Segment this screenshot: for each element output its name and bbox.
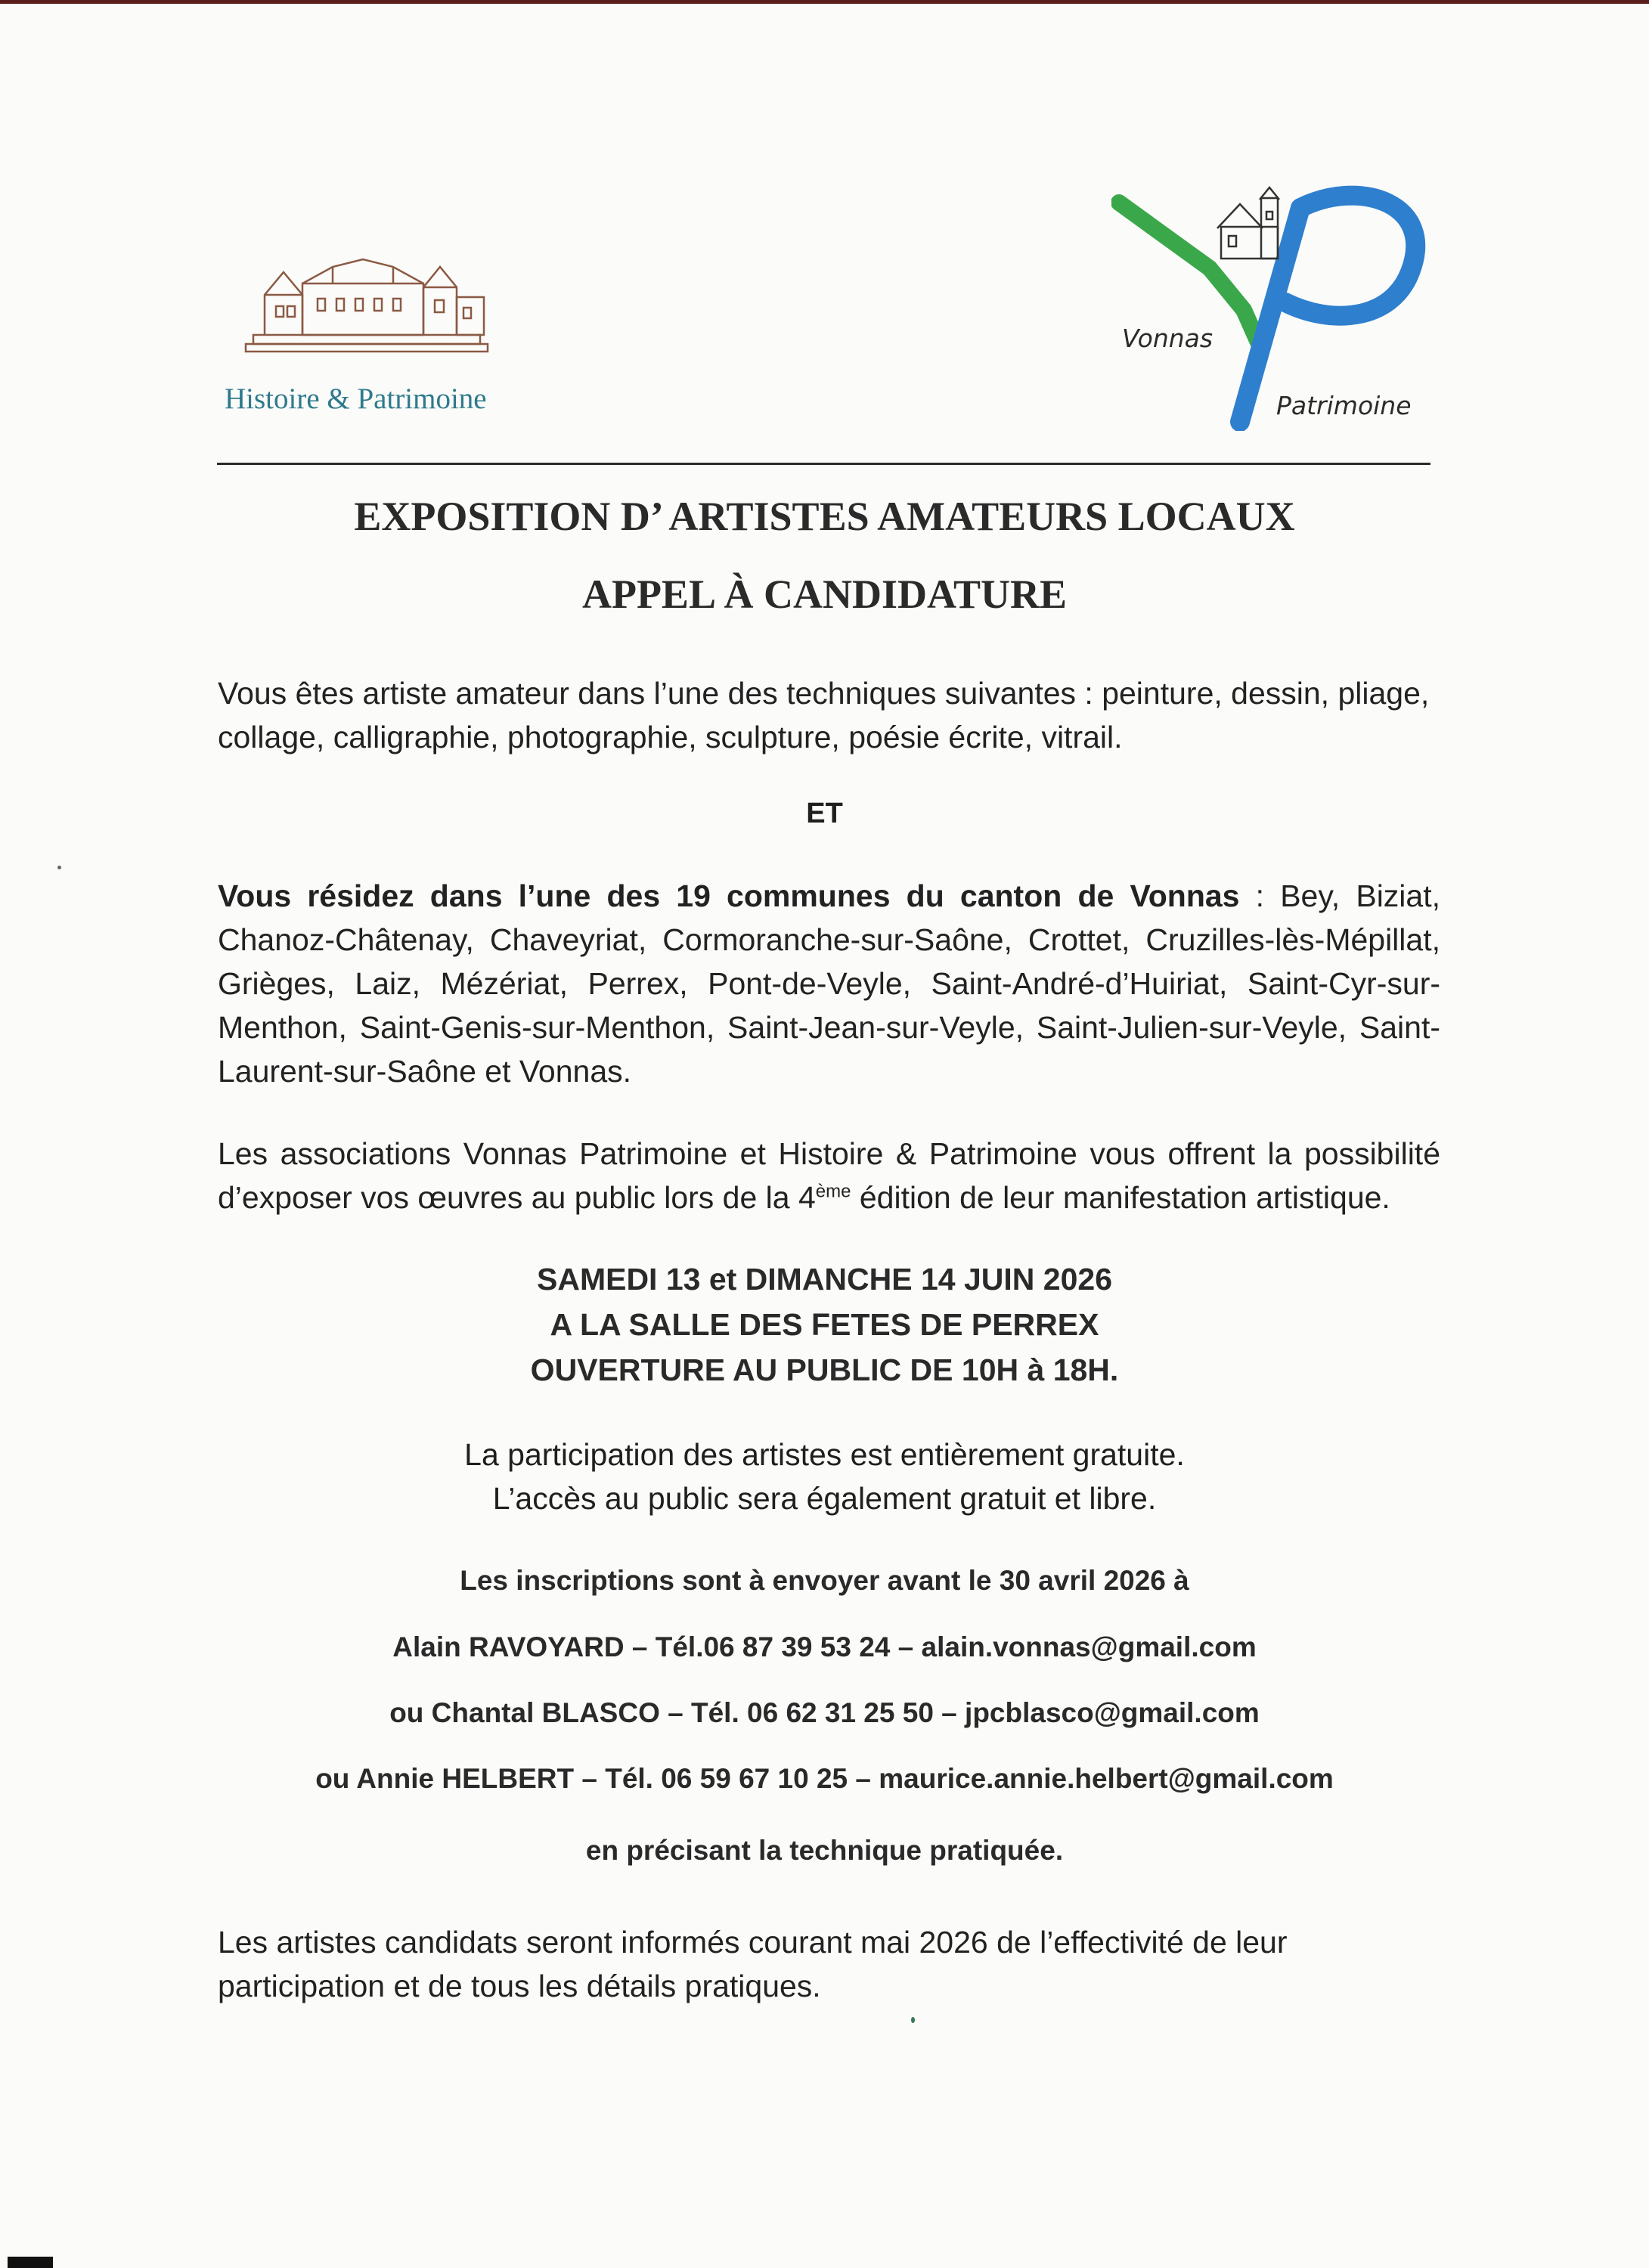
participation-free: La participation des artistes est entièrement gratuite. [464,1437,1185,1472]
exhibition-title: EXPOSITION D’ ARTISTES AMATEURS LOCAUX [354,494,1295,539]
scan-speck [57,866,61,869]
registration-deadline: Les inscriptions sont à envoyer avant le 30 avril 2026 à [460,1565,1189,1596]
et-separator: ET [806,798,843,829]
event-dates: SAMEDI 13 et DIMANCHE 14 JUIN 2026 [536,1262,1113,1297]
event-venue: A LA SALLE DES FETES DE PERREX [550,1307,1099,1342]
call-title: APPEL À CANDIDATURE [581,572,1068,617]
contact-blasco: ou Chantal BLASCO – Tél. 06 62 31 25 50 – jpcblasco@gmail.com [389,1697,1260,1728]
technique-note: en précisant la technique pratiquée. [585,1835,1064,1866]
communes-list: : Bey, Biziat, Chanoz-Châtenay, Chaveyriat, Cormoranche-sur-Saône, Crottet, Cruzilles-lès-Mépillat, Grièges, Laiz, Mézériat, Perrex, Pont-de-Veyle, Saint-André-d’Huiriat, Saint-Cyr-sur-Menthon, Saint-Genis-sur-Menthon, Saint-Jean-sur-Veyle, Saint-Julien-sur-Veyle, Saint-Laurent-sur-Saône et Vonnas. [218,878,1441,1089]
event-hours: OUVERTURE AU PUBLIC DE 10H à 18H. [530,1352,1119,1387]
techniques-paragraph: Vous êtes artiste amateur dans l’une des techniques suivantes : peinture, dessin, pliage, collage, calligraphie, photographie, sculpture, poésie écrite, vitrail. [218,676,1430,754]
contact-helbert: ou Annie HELBERT – Tél. 06 59 67 10 25 – maurice.annie.helbert@gmail.com [315,1763,1334,1794]
scan-speck [911,2017,915,2023]
vonnas-word: Vonnas [1122,324,1214,353]
building-outline-icon [242,253,491,363]
offer-text: Les associations Vonnas Patrimoine et Histoire & Patrimoine vous offrent la possibilité d’exposer vos œuvres au public lors de la 4 [218,1136,1440,1215]
offer-text-end: édition de leur manifestation artistique. [851,1180,1390,1215]
scan-corner-mark [8,2257,53,2268]
residence-paragraph [218,874,1440,1093]
header-divider [217,463,1430,465]
contact-ravoyard: Alain RAVOYARD – Tél.06 87 39 53 24 – alain.vonnas@gmail.com [392,1631,1257,1662]
patrimoine-word: Patrimoine [1276,391,1412,420]
edition-superscript: ème [815,1181,851,1202]
offer-paragraph [218,1132,1440,1219]
closing-paragraph: Les artistes candidats seront informés courant mai 2026 de l’effectivité de leur participation et de tous les détails pratiques. [218,1925,1288,2003]
residence-bold: Vous résidez dans l’une des 19 communes du canton de Vonnas [218,878,1240,913]
histoire-patrimoine-caption: Histoire & Patrimoine [225,383,487,415]
public-access-free: L’accès au public sera également gratuit et libre. [492,1481,1157,1516]
